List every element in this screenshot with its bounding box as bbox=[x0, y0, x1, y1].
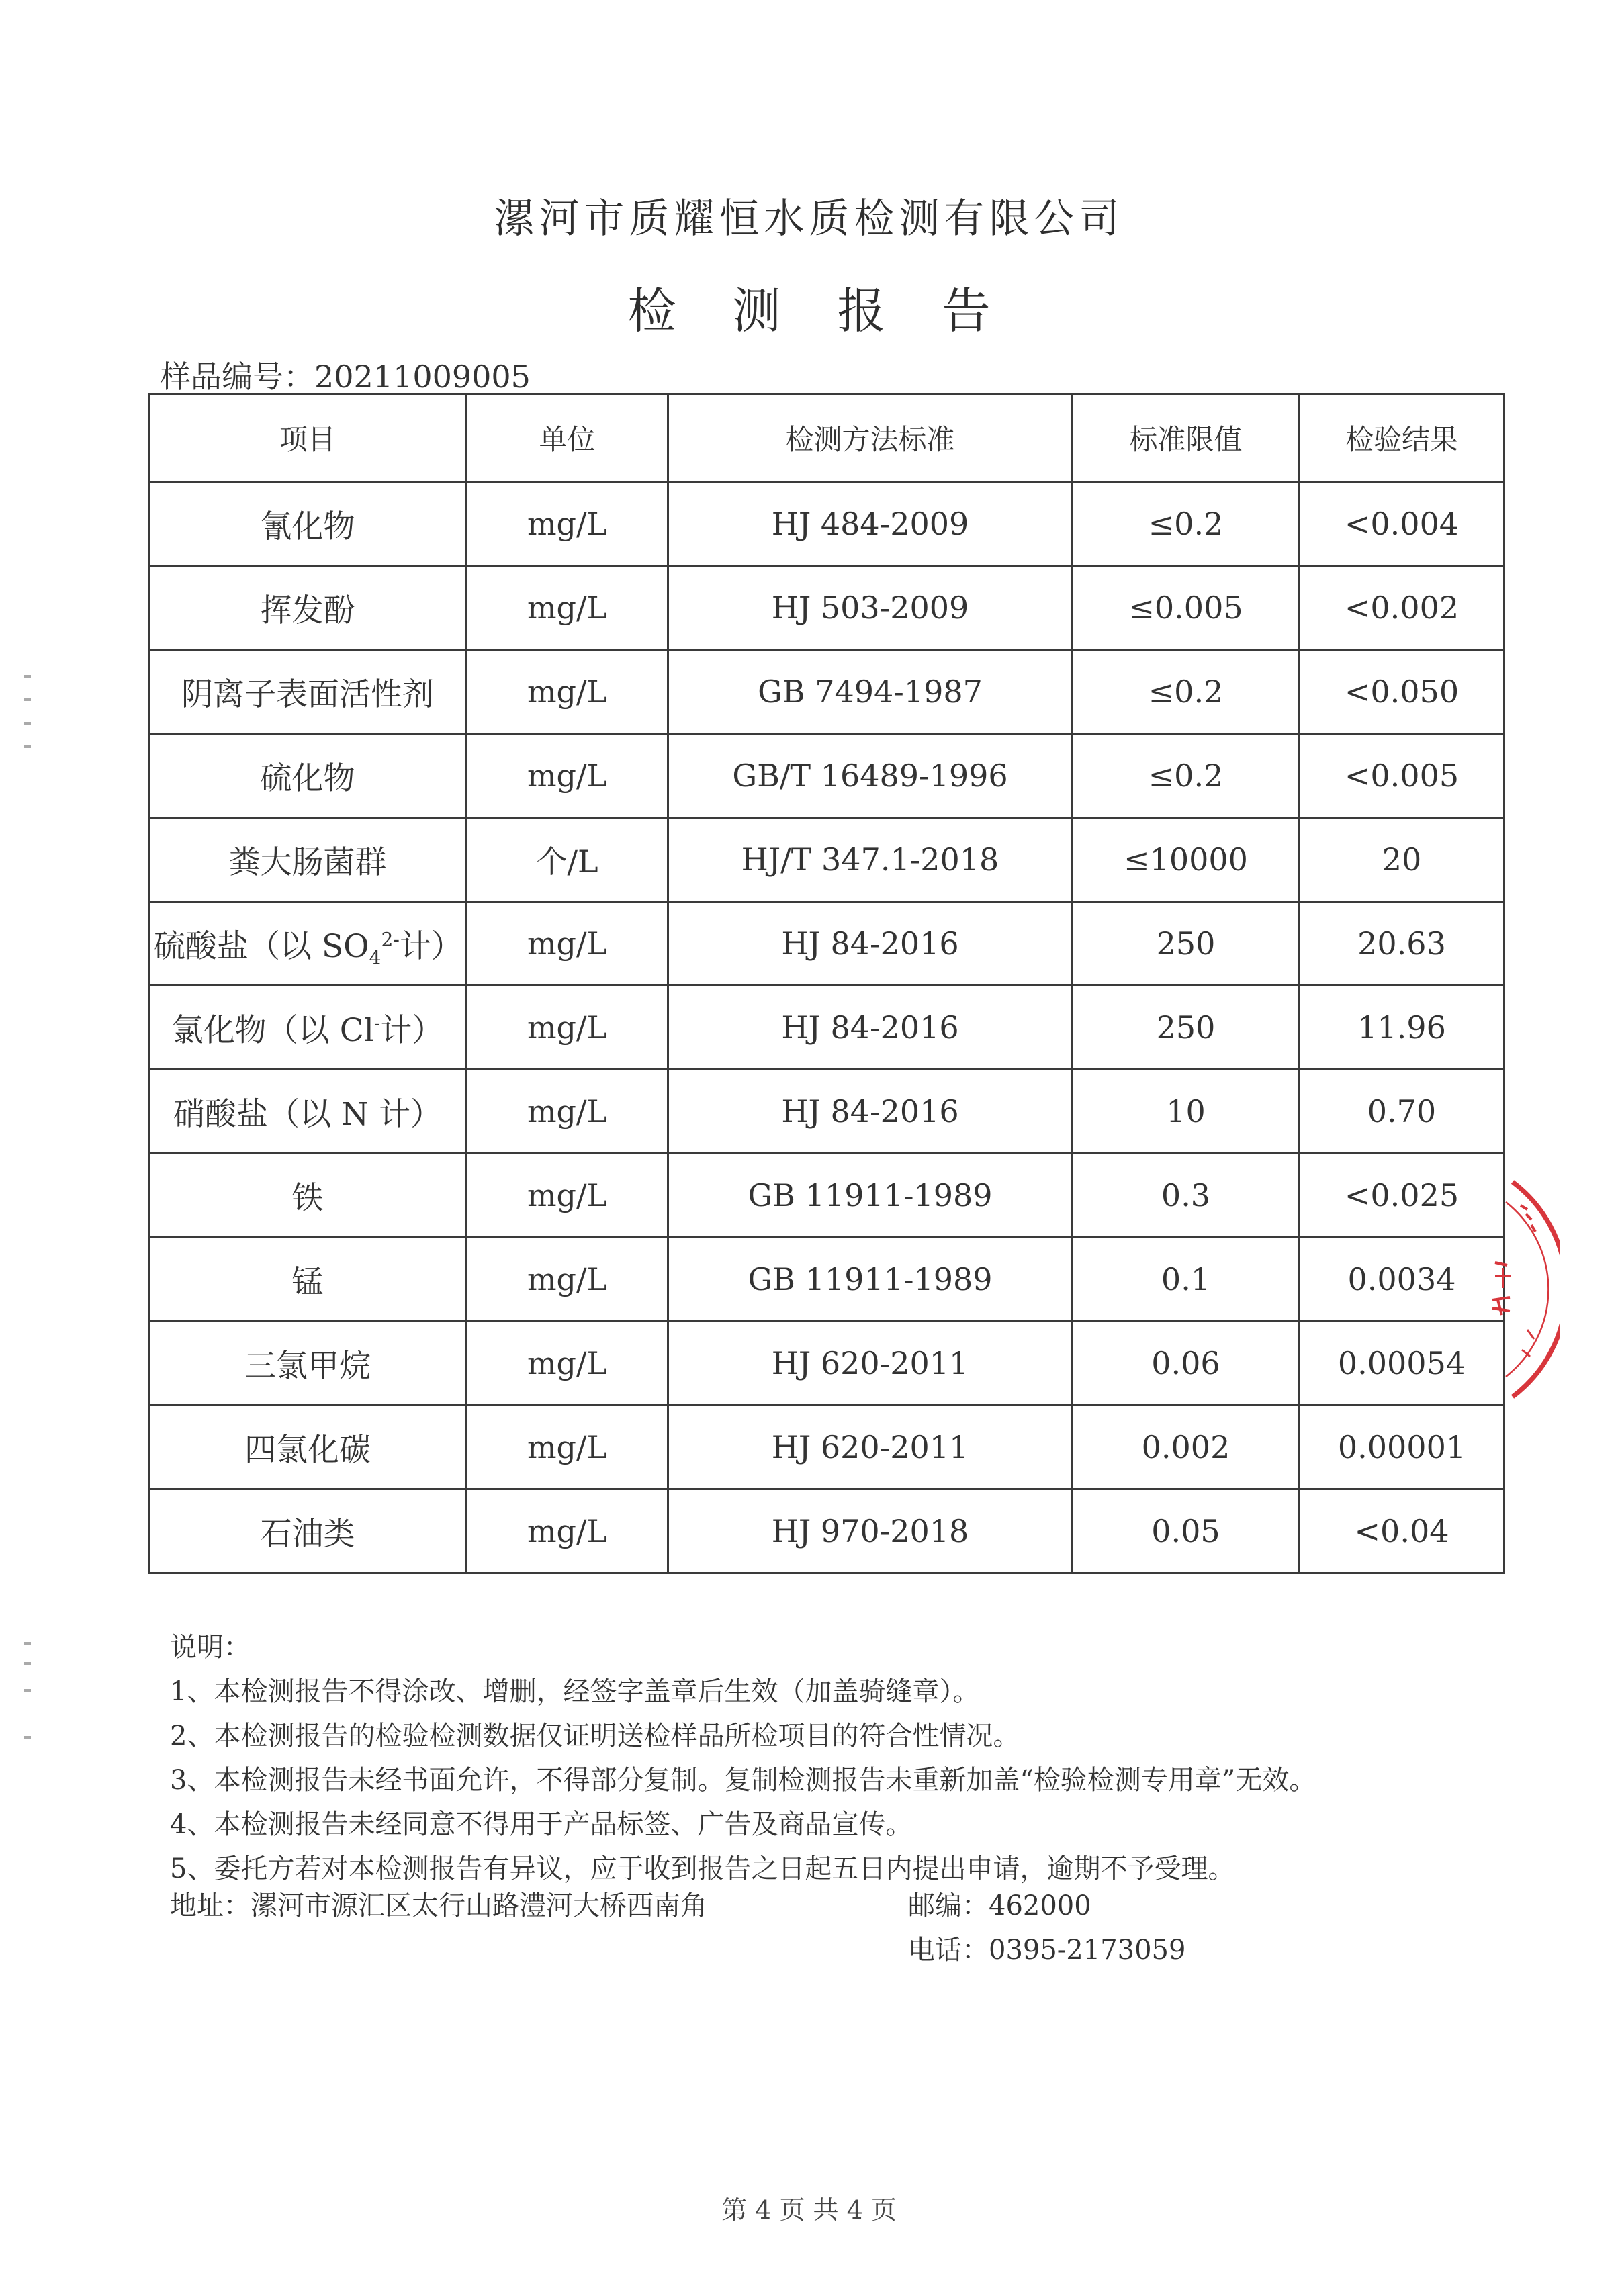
binding-mark bbox=[24, 1736, 31, 1739]
method-cell: HJ 970-2018 bbox=[668, 1489, 1073, 1573]
item-text: 计） bbox=[399, 927, 463, 965]
title-char: 报 bbox=[837, 283, 886, 339]
report-title bbox=[0, 272, 1618, 342]
address: 地址：漯河市源汇区太行山路澧河大桥西南角 bbox=[170, 1890, 707, 1921]
limit-cell: ≤0.2 bbox=[1073, 482, 1300, 566]
column-header-limit: 标准限值 bbox=[1073, 394, 1300, 482]
item-cell: 锰 bbox=[149, 1238, 467, 1322]
table-row bbox=[149, 1070, 1504, 1154]
notes-section bbox=[170, 1625, 1316, 1891]
item-cell: 挥发酚 bbox=[149, 566, 467, 650]
limit-cell: 0.3 bbox=[1073, 1154, 1300, 1238]
table-row bbox=[149, 818, 1504, 902]
item-cell: 粪大肠菌群 bbox=[149, 818, 467, 902]
result-cell: 0.70 bbox=[1300, 1070, 1504, 1154]
result-cell: <0.004 bbox=[1300, 482, 1504, 566]
binding-mark bbox=[24, 722, 31, 725]
result-cell: 0.00054 bbox=[1300, 1322, 1504, 1406]
phone-number: 电话：0395-2173059 bbox=[908, 1935, 1186, 1966]
item-text: 硫酸盐（以 SO bbox=[154, 927, 369, 965]
method-cell: HJ 503-2009 bbox=[668, 566, 1073, 650]
unit-cell: mg/L bbox=[467, 566, 668, 650]
method-cell: HJ 484-2009 bbox=[668, 482, 1073, 566]
table-row bbox=[149, 1154, 1504, 1238]
unit-cell: mg/L bbox=[467, 986, 668, 1070]
table-row bbox=[149, 1322, 1504, 1406]
limit-cell: 0.05 bbox=[1073, 1489, 1300, 1573]
sample-number bbox=[160, 353, 531, 397]
table-row bbox=[149, 650, 1504, 734]
result-cell: <0.04 bbox=[1300, 1489, 1504, 1573]
company-name: 漯河市质耀恒水质检测有限公司 bbox=[494, 195, 1124, 242]
subscript: 4 bbox=[369, 946, 381, 968]
item-cell: 氰化物 bbox=[149, 482, 467, 566]
limit-cell: 0.002 bbox=[1073, 1406, 1300, 1489]
seal-stamp-icon bbox=[1486, 1175, 1560, 1404]
unit-cell: mg/L bbox=[467, 902, 668, 986]
limit-cell: ≤0.2 bbox=[1073, 734, 1300, 818]
limit-cell: ≤10000 bbox=[1073, 818, 1300, 902]
binding-mark bbox=[24, 675, 31, 678]
result-cell: <0.025 bbox=[1300, 1154, 1504, 1238]
note-item: 1、本检测报告不得涂改、增删，经签字盖章后生效（加盖骑缝章）。 bbox=[170, 1676, 980, 1707]
column-header-unit: 单位 bbox=[467, 394, 668, 482]
result-cell: <0.002 bbox=[1300, 566, 1504, 650]
table-row bbox=[149, 1406, 1504, 1489]
superscript: 2- bbox=[381, 927, 400, 950]
title-char: 告 bbox=[942, 283, 991, 339]
limit-cell: ≤0.2 bbox=[1073, 650, 1300, 734]
unit-cell: mg/L bbox=[467, 1322, 668, 1406]
method-cell: GB/T 16489-1996 bbox=[668, 734, 1073, 818]
item-cell: 四氯化碳 bbox=[149, 1406, 467, 1489]
limit-cell: ≤0.005 bbox=[1073, 566, 1300, 650]
method-cell: GB 11911-1989 bbox=[668, 1238, 1073, 1322]
result-cell: 0.0034 bbox=[1300, 1238, 1504, 1322]
item-cell: 石油类 bbox=[149, 1489, 467, 1573]
table-row bbox=[149, 1489, 1504, 1573]
table-row bbox=[149, 566, 1504, 650]
item-text: 氯化物（以 Cl bbox=[171, 1011, 374, 1049]
table-row bbox=[149, 986, 1504, 1070]
table-row bbox=[149, 902, 1504, 986]
method-cell: HJ 620-2011 bbox=[668, 1322, 1073, 1406]
postal-code: 邮编：462000 bbox=[908, 1890, 1091, 1921]
item-cell bbox=[149, 986, 467, 1070]
item-cell bbox=[149, 902, 467, 986]
note-item: 5、委托方若对本检测报告有异议，应于收到报告之日起五日内提出申请，逾期不予受理。 bbox=[170, 1853, 1235, 1884]
result-cell: 20.63 bbox=[1300, 902, 1504, 986]
unit-cell: mg/L bbox=[467, 734, 668, 818]
unit-cell: mg/L bbox=[467, 1238, 668, 1322]
notes-heading: 说明： bbox=[170, 1632, 251, 1663]
table-header-row bbox=[149, 394, 1504, 482]
binding-mark bbox=[24, 1662, 31, 1665]
result-cell: 0.00001 bbox=[1300, 1406, 1504, 1489]
method-cell: GB 11911-1989 bbox=[668, 1154, 1073, 1238]
result-cell: 20 bbox=[1300, 818, 1504, 902]
binding-mark bbox=[24, 1642, 31, 1645]
limit-cell: 250 bbox=[1073, 986, 1300, 1070]
sample-number-value: 20211009005 bbox=[314, 359, 531, 395]
limit-cell: 0.1 bbox=[1073, 1238, 1300, 1322]
limit-cell: 10 bbox=[1073, 1070, 1300, 1154]
unit-cell: mg/L bbox=[467, 650, 668, 734]
superscript: - bbox=[373, 1011, 381, 1034]
item-cell: 三氯甲烷 bbox=[149, 1322, 467, 1406]
results-table bbox=[148, 393, 1505, 1574]
binding-mark bbox=[24, 698, 31, 701]
title-char: 检 bbox=[627, 283, 676, 339]
result-cell: <0.050 bbox=[1300, 650, 1504, 734]
note-item: 4、本检测报告未经同意不得用于产品标签、广告及商品宣传。 bbox=[170, 1809, 913, 1840]
binding-mark bbox=[24, 745, 31, 748]
page-number: 第 4 页 共 4 页 bbox=[721, 2195, 897, 2225]
table-row bbox=[149, 482, 1504, 566]
result-cell: <0.005 bbox=[1300, 734, 1504, 818]
unit-cell: mg/L bbox=[467, 1154, 668, 1238]
item-cell: 阴离子表面活性剂 bbox=[149, 650, 467, 734]
method-cell: HJ 84-2016 bbox=[668, 986, 1073, 1070]
limit-cell: 0.06 bbox=[1073, 1322, 1300, 1406]
table-row bbox=[149, 1238, 1504, 1322]
unit-cell: 个/L bbox=[467, 818, 668, 902]
note-item: 3、本检测报告未经书面允许，不得部分复制。复制检测报告未重新加盖“检验检测专用章”无效。 bbox=[170, 1765, 1316, 1796]
method-cell: GB 7494-1987 bbox=[668, 650, 1073, 734]
unit-cell: mg/L bbox=[467, 1406, 668, 1489]
item-cell: 铁 bbox=[149, 1154, 467, 1238]
unit-cell: mg/L bbox=[467, 1489, 668, 1573]
unit-cell: mg/L bbox=[467, 1070, 668, 1154]
method-cell: HJ 84-2016 bbox=[668, 902, 1073, 986]
column-header-item: 项目 bbox=[149, 394, 467, 482]
title-char: 测 bbox=[732, 283, 781, 339]
method-cell: HJ 84-2016 bbox=[668, 1070, 1073, 1154]
item-cell: 硝酸盐（以 N 计） bbox=[149, 1070, 467, 1154]
table-row bbox=[149, 734, 1504, 818]
note-item: 2、本检测报告的检验检测数据仅证明送检样品所检项目的符合性情况。 bbox=[170, 1720, 1020, 1751]
sample-number-label: 样品编号： bbox=[160, 359, 314, 395]
column-header-result: 检验结果 bbox=[1300, 394, 1504, 482]
method-cell: HJ 620-2011 bbox=[668, 1406, 1073, 1489]
binding-mark bbox=[24, 1689, 31, 1692]
item-cell: 硫化物 bbox=[149, 734, 467, 818]
item-text: 计） bbox=[380, 1011, 444, 1049]
unit-cell: mg/L bbox=[467, 482, 668, 566]
limit-cell: 250 bbox=[1073, 902, 1300, 986]
column-header-method: 检测方法标准 bbox=[668, 394, 1073, 482]
result-cell: 11.96 bbox=[1300, 986, 1504, 1070]
method-cell: HJ/T 347.1-2018 bbox=[668, 818, 1073, 902]
